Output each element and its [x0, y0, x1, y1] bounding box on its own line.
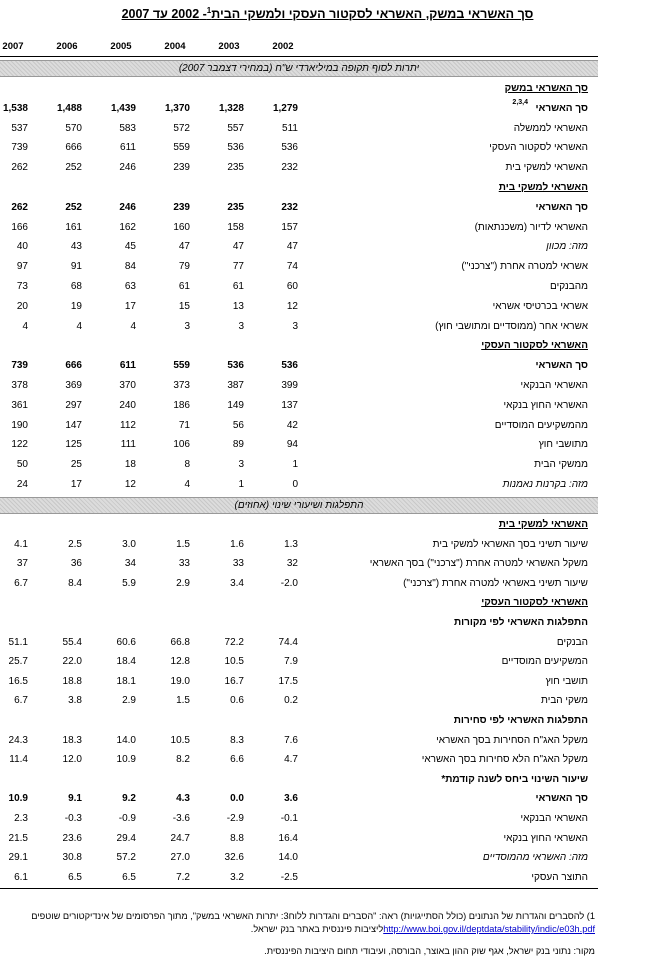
cell-2007: 739: [11, 142, 28, 154]
cell-2007: 37: [16, 558, 28, 570]
cell-2002: 4.7: [284, 754, 298, 766]
cell-2002: -2.5: [280, 871, 298, 883]
cell-2003: 1,328: [218, 102, 244, 114]
table-row: [0, 790, 600, 809]
subsection-heading: [0, 712, 600, 731]
row-label: האשראי למשקי בית: [498, 519, 588, 530]
row-label: האשראי החוץ בנקאי: [503, 832, 588, 844]
cell-2002: 3.6: [284, 793, 298, 805]
cell-2007: 21.5: [8, 832, 28, 844]
cell-2002: 536: [281, 142, 298, 154]
header-rule: [0, 56, 598, 57]
cell-2005: 246: [119, 201, 136, 213]
row-label-sup: 2,3,4: [512, 98, 528, 106]
table-row: [0, 199, 600, 218]
cell-2003: 1: [238, 479, 244, 490]
table-row: [0, 238, 600, 257]
cell-2006: 297: [65, 399, 82, 411]
cell-2002: 536: [281, 360, 298, 372]
row-label: התפלגות האשראי לפי מקורות: [453, 617, 588, 628]
cell-2006: 570: [65, 122, 82, 134]
cell-2003: 32.6: [224, 852, 244, 864]
cell-2007: 6.7: [14, 695, 28, 707]
cell-2007: 97: [16, 261, 28, 273]
cell-2004: 8.2: [176, 754, 190, 766]
table-row: [0, 100, 600, 119]
cell-2003: 16.7: [224, 675, 244, 687]
cell-2003: 235: [227, 162, 244, 174]
cell-2002: 7.9: [284, 656, 298, 668]
cell-2004: 79: [178, 261, 190, 273]
cell-2005: 63: [124, 281, 136, 292]
row-label: סך האשראי: [535, 102, 588, 114]
cell-2005: 17: [124, 300, 136, 312]
year-label: 2005: [110, 41, 132, 52]
table-row: [0, 869, 600, 888]
table-row: [0, 810, 600, 829]
cell-2002: 1,279: [272, 102, 298, 114]
cell-2006: -0.3: [64, 813, 82, 824]
cell-2007: 537: [11, 122, 28, 134]
row-label: האשראי לסקטור העסקי: [481, 340, 588, 352]
row-label: משקל האשראי למטרה אחרת ("צרכני") בסך האשראי: [369, 558, 588, 570]
cell-2004: 15: [178, 300, 190, 312]
cell-2006: 30.8: [62, 852, 82, 864]
row-label: סך האשראי: [535, 201, 588, 213]
cell-2003: 33: [232, 558, 244, 570]
cell-2007: 4: [22, 320, 28, 332]
cell-2003: 149: [227, 399, 244, 411]
source-text: מקור: נתוני בנק ישראל, אגף שוק ההון באוצר, הבורסה, ועיבודי תחום היציבות הפיננסית.: [264, 946, 595, 956]
cell-2004: 47: [178, 241, 190, 253]
section-heading: [0, 80, 600, 99]
cell-2005: 34: [124, 558, 136, 570]
cell-2007: 73: [16, 281, 28, 292]
cell-2002: 1: [292, 459, 298, 471]
row-label: סך האשראי במשק: [504, 83, 588, 94]
table-row: [0, 476, 600, 495]
cell-2005: 370: [119, 380, 136, 391]
source-note: [0, 946, 595, 956]
year-label: 2002: [272, 41, 294, 52]
cell-2005: 12: [124, 479, 136, 490]
cell-2002: 3: [292, 320, 298, 332]
section-heading: [0, 179, 600, 198]
cell-2005: 4: [130, 320, 136, 332]
cell-2006: 666: [65, 360, 82, 372]
table-row: [0, 139, 600, 158]
cell-2003: 13: [232, 300, 244, 312]
cell-2003: 10.5: [224, 656, 244, 668]
cell-2003: 0.6: [230, 695, 244, 707]
cell-2003: 3: [238, 459, 244, 471]
cell-2006: 68: [70, 281, 82, 292]
cell-2002: 74.4: [278, 636, 298, 648]
cell-2007: 6.1: [14, 871, 28, 883]
table-row: [0, 692, 600, 711]
row-label: שיעור תשיני בסך האשראי למשקי בית: [432, 538, 588, 550]
cell-2007: 11.4: [9, 754, 28, 766]
cell-2006: 6.5: [68, 871, 82, 883]
table-row: [0, 436, 600, 455]
cell-2003: 536: [227, 360, 244, 372]
footnote-link-line: [0, 924, 595, 934]
cell-2006: 9.1: [68, 793, 82, 805]
cell-2004: 559: [173, 360, 190, 372]
cell-2005: 18: [124, 459, 136, 471]
row-label: תושבי חוץ: [545, 675, 588, 687]
cell-2007: 29.1: [8, 852, 28, 864]
row-label: סך האשראי: [535, 360, 588, 372]
cell-2004: 106: [173, 439, 190, 451]
cell-2006: 43: [70, 241, 82, 253]
footnote-tail: ליציבות פיננסית באתר בנק ישראל.: [250, 924, 384, 934]
cell-2004: 373: [173, 380, 190, 391]
table-row: [0, 159, 600, 178]
cell-2002: 399: [281, 380, 298, 391]
row-label: האשראי הבנקאי: [520, 813, 588, 824]
cell-2005: 1,439: [110, 102, 136, 114]
cell-2006: 18.8: [62, 675, 82, 687]
cell-2007: 51.1: [8, 636, 28, 648]
cell-2006: 3.8: [68, 695, 82, 707]
cell-2005: 611: [119, 360, 136, 372]
table-row: [0, 120, 600, 139]
cell-2007: 4.1: [14, 538, 28, 550]
cell-2007: 10.9: [8, 793, 28, 805]
cell-2004: 27.0: [170, 852, 190, 864]
bottom-rule: [0, 888, 598, 889]
row-label: הבנקים: [556, 636, 588, 648]
cell-2006: 12.0: [62, 754, 82, 766]
cell-2005: 18.4: [116, 656, 136, 668]
cell-2006: 147: [65, 419, 82, 431]
cell-2005: 84: [124, 261, 136, 273]
table-row: [0, 673, 600, 692]
cell-2007: 122: [11, 439, 28, 451]
section-band-distribution: [0, 497, 598, 514]
cell-2003: 387: [227, 380, 244, 391]
cell-2006: 2.5: [68, 538, 82, 550]
cell-2003: 77: [232, 261, 244, 273]
cell-2004: 186: [173, 399, 190, 411]
cell-2005: -0.9: [118, 813, 136, 824]
cell-2005: 9.2: [122, 793, 136, 805]
cell-2002: 0.2: [284, 695, 298, 707]
cell-2003: 3.2: [230, 871, 244, 883]
cell-2004: 1.5: [176, 538, 190, 550]
cell-2007: 24.3: [8, 734, 28, 746]
table-row: [0, 575, 600, 594]
cell-2003: 557: [227, 122, 244, 134]
cell-2003: 1.6: [230, 538, 244, 550]
cell-2006: 91: [70, 261, 82, 273]
row-label: ממשקי הבית: [534, 459, 588, 471]
cell-2007: 1,538: [2, 102, 28, 114]
cell-2006: 252: [65, 162, 82, 174]
cell-2006: 23.6: [62, 832, 82, 844]
table-row: [0, 377, 600, 396]
cell-2007: 40: [16, 241, 28, 253]
cell-2002: 94: [286, 439, 298, 451]
cell-2002: -2.0: [280, 577, 298, 589]
cell-2002: 74: [286, 261, 298, 273]
cell-2004: 66.8: [170, 636, 190, 648]
row-label: מזה: בקרנות נאמנות: [502, 479, 588, 490]
cell-2007: 262: [11, 201, 28, 213]
cell-2002: 232: [281, 201, 298, 213]
cell-2004: 71: [178, 419, 190, 431]
cell-2006: 36: [70, 558, 82, 570]
cell-2004: 239: [173, 162, 190, 174]
cell-2005: 57.2: [116, 852, 136, 864]
cell-2002: 0: [292, 479, 298, 490]
table-row: [0, 830, 600, 849]
cell-2007: 16.5: [8, 675, 28, 687]
table-row: [0, 258, 600, 277]
cell-2003: 56: [232, 419, 244, 431]
cell-2003: -2.9: [226, 813, 244, 824]
cell-2005: 112: [120, 419, 136, 431]
cell-2004: 572: [173, 122, 190, 134]
cell-2004: 7.2: [176, 871, 190, 883]
band-label: יתרות לסוף תקופה במיליארדי ש"ח (במחירי דצמבר 2007): [178, 63, 420, 74]
row-label: משקל האג"ח הסחירות בסך האשראי: [436, 734, 588, 746]
cell-2004: 10.5: [170, 734, 190, 746]
section-heading: [0, 594, 600, 613]
row-label: מתושבי חוץ: [538, 439, 588, 451]
cell-2002: 1.3: [284, 538, 298, 550]
cell-2004: 33: [178, 558, 190, 570]
table-row: [0, 634, 600, 653]
cell-2003: 536: [227, 142, 244, 154]
cell-2005: 111: [120, 439, 136, 451]
table-row: [0, 653, 600, 672]
row-label: התוצר העסקי: [531, 871, 588, 883]
cell-2005: 246: [119, 162, 136, 174]
cell-2006: 22.0: [62, 656, 82, 668]
cell-2006: 4: [76, 320, 82, 332]
table-row: [0, 536, 600, 555]
year-label: 2006: [56, 41, 78, 52]
cell-2007: 50: [16, 459, 28, 471]
row-label: מהמשקיעים המוסדיים: [494, 419, 588, 431]
cell-2007: 378: [11, 380, 28, 391]
cell-2003: 8.3: [230, 734, 244, 746]
cell-2004: 559: [173, 142, 190, 154]
cell-2007: 2.3: [14, 813, 28, 824]
cell-2005: 45: [124, 241, 136, 253]
cell-2006: 17: [70, 479, 82, 490]
cell-2005: 3.0: [122, 538, 136, 550]
cell-2002: 7.6: [284, 734, 298, 746]
cell-2004: 8: [184, 459, 190, 471]
cell-2005: 60.6: [116, 636, 136, 648]
cell-2004: 24.7: [170, 832, 190, 844]
cell-2007: 24: [16, 479, 28, 490]
row-label: אשראי בכרטיסי אשראי: [492, 300, 588, 312]
footnote-link[interactable]: http://www.boi.gov.il/deptdata/stability/indic/e03h.pdf: [383, 924, 595, 934]
row-label: שיעור תשיני באשראי למטרה אחרת ("צרכני"): [403, 577, 588, 589]
footnote: [0, 911, 595, 921]
cell-2005: 6.5: [122, 871, 136, 883]
row-label: מזה: האשראי מהמוסדיים: [482, 852, 588, 864]
section-heading: [0, 516, 600, 535]
year-header: [0, 41, 600, 55]
subsection-heading: [0, 771, 600, 790]
cell-2002: 16.4: [278, 832, 298, 844]
cell-2002: 232: [281, 162, 298, 174]
section-heading: [0, 337, 600, 356]
cell-2005: 14.0: [116, 734, 136, 746]
cell-2002: 42: [286, 419, 298, 431]
cell-2004: -3.6: [172, 813, 190, 824]
cell-2006: 18.3: [62, 734, 82, 746]
cell-2003: 0.0: [230, 793, 244, 805]
cell-2005: 5.9: [122, 577, 136, 589]
cell-2005: 162: [119, 221, 136, 233]
table-row: [0, 456, 600, 475]
row-label: האשראי למשקי בית: [505, 162, 588, 174]
year-label: 2007: [2, 41, 24, 52]
cell-2006: 369: [65, 380, 82, 391]
cell-2003: 235: [227, 201, 244, 213]
row-label: האשראי החוץ בנקאי: [503, 399, 588, 411]
cell-2003: 6.6: [230, 754, 244, 766]
footnote-text: 1) להסברים והגדרות של הנתונים (כולל הסתייגויות) ראה: "הסברים והגדרות ללוח3: יתרות האשראי במשק", מתוך הפרסומים של אינדיקטורים שוטפים: [31, 911, 595, 921]
cell-2005: 240: [119, 399, 136, 411]
cell-2004: 4: [184, 479, 190, 490]
row-label: משקי הבית: [541, 695, 588, 707]
cell-2005: 29.4: [116, 832, 136, 844]
cell-2006: 1,488: [56, 102, 82, 114]
cell-2005: 2.9: [122, 695, 136, 707]
cell-2007: 25.7: [8, 656, 28, 668]
cell-2007: 190: [11, 419, 28, 431]
cell-2002: 511: [282, 122, 298, 134]
cell-2004: 4.3: [176, 793, 190, 805]
cell-2003: 47: [232, 241, 244, 253]
cell-2004: 239: [173, 201, 190, 213]
table-row: [0, 849, 600, 868]
cell-2002: 12: [286, 300, 298, 312]
table-row: [0, 397, 600, 416]
cell-2005: 583: [119, 122, 136, 134]
cell-2003: 8.8: [230, 832, 244, 844]
cell-2003: 72.2: [224, 636, 244, 648]
row-label: אשראי למטרה אחרת ("צרכני"): [461, 261, 588, 273]
table-row: [0, 357, 600, 376]
cell-2006: 666: [65, 142, 82, 154]
cell-2007: 6.7: [14, 577, 28, 589]
row-label: משקל האג"ח הלא סחירות בסך האשראי: [421, 754, 588, 766]
cell-2007: 20: [16, 300, 28, 312]
cell-2002: 14.0: [278, 852, 298, 864]
cell-2006: 25: [70, 459, 82, 471]
row-label: שיעור השינוי ביחס לשנה קודמת*: [441, 773, 588, 785]
cell-2006: 55.4: [62, 636, 82, 648]
row-label: האשראי לדיור (משכנתאות): [474, 221, 588, 233]
row-label: האשראי למשקי בית: [498, 182, 588, 193]
row-label: האשראי לסקטור העסקי: [489, 142, 588, 154]
cell-2002: 137: [281, 399, 298, 411]
table-row: [0, 298, 600, 317]
cell-2003: 3: [238, 320, 244, 332]
cell-2002: 17.5: [278, 675, 298, 687]
table-row: [0, 318, 600, 337]
cell-2006: 8.4: [68, 577, 82, 589]
cell-2004: 160: [173, 221, 190, 233]
row-label: האשראי לממשלה: [513, 122, 588, 134]
cell-2002: 47: [286, 241, 298, 253]
cell-2007: 166: [11, 221, 28, 233]
subsection-heading: [0, 614, 600, 633]
year-label: 2003: [218, 41, 240, 52]
cell-2003: 61: [232, 281, 244, 292]
cell-2006: 161: [65, 221, 82, 233]
table-row: [0, 732, 600, 751]
cell-2004: 1.5: [176, 695, 190, 707]
cell-2004: 19.0: [170, 675, 190, 687]
cell-2003: 89: [232, 439, 244, 451]
cell-2004: 3: [184, 320, 190, 332]
cell-2007: 262: [11, 162, 28, 174]
row-label: האשראי לסקטור העסקי: [481, 597, 588, 609]
row-label: המשקיעים המוסדיים: [501, 656, 588, 668]
row-label: סך האשראי: [535, 793, 588, 805]
cell-2004: 61: [178, 281, 190, 292]
cell-2004: 2.9: [176, 577, 190, 589]
cell-2003: 3.4: [230, 577, 244, 589]
page-title: סך האשראי במשק, האשראי לסקטור העסקי ולמשקי הבית$^1$- 2002 עד 2007: [121, 6, 534, 22]
cell-2005: 611: [120, 142, 136, 154]
table-row: [0, 751, 600, 770]
section-band-balances: [0, 60, 598, 77]
cell-2002: -0.1: [280, 813, 298, 824]
cell-2002: 60: [286, 281, 298, 292]
cell-2003: 158: [227, 221, 244, 233]
table-row: [0, 555, 600, 574]
cell-2002: 32: [286, 558, 298, 570]
cell-2006: 252: [65, 201, 82, 213]
band-label: התפלגות ושיעורי שינוי (אחוזים): [234, 500, 364, 511]
table-row: [0, 219, 600, 238]
cell-2004: 12.8: [170, 656, 190, 668]
cell-2006: 19: [70, 300, 82, 312]
cell-2004: 1,370: [164, 102, 190, 114]
row-label: מזה: מכוון: [546, 241, 588, 253]
cell-2005: 18.1: [116, 675, 136, 687]
cell-2007: 361: [11, 399, 28, 411]
table-row: [0, 278, 600, 297]
row-label: האשראי הבנקאי: [520, 380, 588, 391]
row-label: התפלגות האשראי לפי סחירות: [453, 715, 588, 726]
cell-2007: 739: [11, 360, 28, 372]
cell-2002: 157: [281, 221, 298, 233]
cell-2005: 10.9: [116, 754, 136, 766]
year-label: 2004: [164, 41, 186, 52]
table-row: [0, 417, 600, 436]
row-label: מהבנקים: [550, 281, 588, 292]
row-label: אשראי אחר (ממוסדיים ומתושבי חוץ): [435, 320, 588, 332]
cell-2006: 125: [65, 439, 82, 451]
